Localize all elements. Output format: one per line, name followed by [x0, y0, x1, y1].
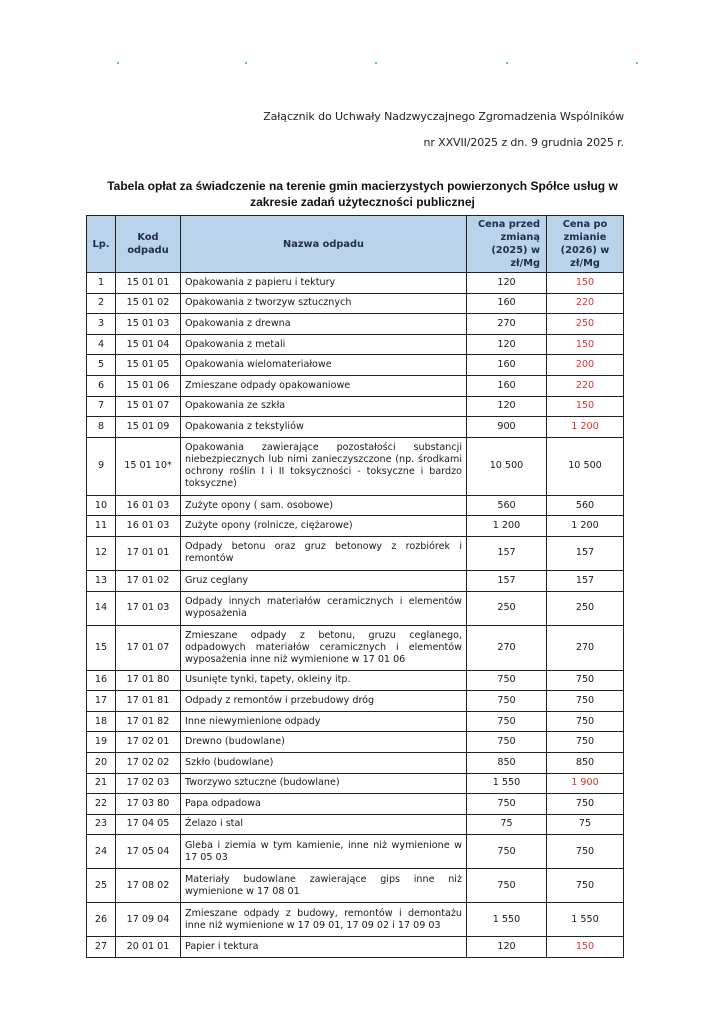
table-row	[87, 591, 624, 625]
row-cena-po: 750	[547, 691, 624, 712]
row-kod: 16 01 03	[116, 516, 181, 537]
row-lp: 23	[87, 814, 116, 835]
row-lp: 18	[87, 711, 116, 732]
row-kod: 15 01 09	[116, 417, 181, 438]
row-nazwa: Drewno (budowlane)	[181, 732, 467, 753]
table-row	[87, 773, 624, 794]
fee-table	[86, 215, 624, 958]
table-row	[87, 516, 624, 537]
table-header-row	[87, 216, 624, 273]
row-cena-przed: 10 500	[467, 437, 547, 495]
row-nazwa: Odpady innych materiałów ceramicznych i elementów wyposażenia	[181, 591, 467, 625]
header-kod: Kod odpadu	[116, 216, 181, 273]
row-lp: 20	[87, 752, 116, 773]
row-lp: 5	[87, 355, 116, 376]
row-cena-po: 157	[547, 570, 624, 591]
row-kod: 17 08 02	[116, 869, 181, 903]
row-lp: 25	[87, 869, 116, 903]
table-row	[87, 869, 624, 903]
row-kod: 17 01 01	[116, 536, 181, 570]
table-row	[87, 375, 624, 396]
row-kod: 15 01 06	[116, 375, 181, 396]
row-cena-po: 1 200	[547, 417, 624, 438]
title-line-2: zakresie zadań użyteczności publicznej	[250, 195, 475, 209]
row-cena-przed: 157	[467, 536, 547, 570]
row-cena-przed: 750	[467, 835, 547, 869]
row-kod: 17 01 81	[116, 691, 181, 712]
header-lp: Lp.	[87, 216, 116, 273]
row-nazwa: Gleba i ziemia w tym kamienie, inne niż wymienione w 17 05 03	[181, 835, 467, 869]
row-cena-przed: 270	[467, 625, 547, 670]
row-cena-przed: 120	[467, 334, 547, 355]
row-cena-po: 750	[547, 670, 624, 691]
row-kod: 17 01 80	[116, 670, 181, 691]
row-nazwa: Odpady z remontów i przebudowy dróg	[181, 691, 467, 712]
row-nazwa: Tworzywo sztuczne (budowlane)	[181, 773, 467, 794]
row-cena-po: 1 900	[547, 773, 624, 794]
row-cena-po: 150	[547, 396, 624, 417]
row-nazwa: Papier i tektura	[181, 937, 467, 958]
row-cena-przed: 160	[467, 355, 547, 376]
row-cena-po: 150	[547, 334, 624, 355]
row-nazwa: Zmieszane odpady z betonu, gruzu ceglanego, odpadowych materiałów ceramicznych i elementów wyposażenia inne niż wymienione w 17 01 06	[181, 625, 467, 670]
row-nazwa: Gruz ceglany	[181, 570, 467, 591]
row-lp: 3	[87, 314, 116, 335]
row-nazwa: Zmieszane odpady opakowaniowe	[181, 375, 467, 396]
row-cena-przed: 160	[467, 375, 547, 396]
row-cena-po: 750	[547, 794, 624, 815]
row-nazwa: Szkło (budowlane)	[181, 752, 467, 773]
row-cena-przed: 120	[467, 396, 547, 417]
table-row	[87, 903, 624, 937]
row-cena-przed: 750	[467, 869, 547, 903]
row-cena-po: 750	[547, 711, 624, 732]
row-lp: 19	[87, 732, 116, 753]
row-kod: 17 01 02	[116, 570, 181, 591]
row-kod: 15 01 03	[116, 314, 181, 335]
table-row	[87, 691, 624, 712]
row-cena-po: 10 500	[547, 437, 624, 495]
row-cena-przed: 75	[467, 814, 547, 835]
table-row	[87, 355, 624, 376]
row-kod: 16 01 03	[116, 495, 181, 516]
row-lp: 12	[87, 536, 116, 570]
row-lp: 21	[87, 773, 116, 794]
row-lp: 26	[87, 903, 116, 937]
row-cena-przed: 750	[467, 691, 547, 712]
table-row	[87, 752, 624, 773]
row-lp: 24	[87, 835, 116, 869]
header-cena-po: Cena po zmianie (2026) w zł/Mg	[547, 216, 624, 273]
row-cena-po: 1 550	[547, 903, 624, 937]
row-nazwa: Materiały budowlane zawierające gips inne niż wymienione w 17 08 01	[181, 869, 467, 903]
row-nazwa: Odpady betonu oraz gruz betonowy z rozbiórek i remontów	[181, 536, 467, 570]
row-kod: 17 01 07	[116, 625, 181, 670]
row-nazwa: Żelazo i stal	[181, 814, 467, 835]
row-lp: 4	[87, 334, 116, 355]
row-cena-przed: 270	[467, 314, 547, 335]
row-lp: 10	[87, 495, 116, 516]
row-cena-po: 560	[547, 495, 624, 516]
row-nazwa: Opakowania z papieru i tektury	[181, 273, 467, 294]
table-row	[87, 293, 624, 314]
row-cena-przed: 750	[467, 794, 547, 815]
row-kod: 17 03 80	[116, 794, 181, 815]
row-kod: 17 02 02	[116, 752, 181, 773]
row-nazwa: Opakowania z tekstyliów	[181, 417, 467, 438]
row-cena-po: 750	[547, 869, 624, 903]
row-kod: 15 01 01	[116, 273, 181, 294]
row-kod: 15 01 02	[116, 293, 181, 314]
row-cena-przed: 850	[467, 752, 547, 773]
row-nazwa: Zmieszane odpady z budowy, remontów i demontażu inne niż wymienione w 17 09 01, 17 09 02 i 17 09 03	[181, 903, 467, 937]
row-lp: 1	[87, 273, 116, 294]
row-lp: 17	[87, 691, 116, 712]
row-kod: 17 01 03	[116, 591, 181, 625]
row-nazwa: Papa odpadowa	[181, 794, 467, 815]
row-cena-po: 750	[547, 732, 624, 753]
header-cena-przed: Cena przed zmianą (2025) w zł/Mg	[467, 216, 547, 273]
row-cena-przed: 157	[467, 570, 547, 591]
table-row	[87, 570, 624, 591]
row-cena-po: 75	[547, 814, 624, 835]
row-cena-przed: 120	[467, 273, 547, 294]
row-nazwa: Opakowania z tworzyw sztucznych	[181, 293, 467, 314]
row-kod: 15 01 04	[116, 334, 181, 355]
attachment-line-1: Załącznik do Uchwały Nadzwyczajnego Zgromadzenia Wspólników	[263, 110, 624, 123]
row-cena-przed: 750	[467, 711, 547, 732]
row-cena-przed: 1 550	[467, 773, 547, 794]
table-row	[87, 711, 624, 732]
row-cena-po: 250	[547, 591, 624, 625]
row-nazwa: Zużyte opony (rolnicze, ciężarowe)	[181, 516, 467, 537]
row-lp: 11	[87, 516, 116, 537]
row-lp: 15	[87, 625, 116, 670]
table-row	[87, 625, 624, 670]
table-row	[87, 794, 624, 815]
row-cena-przed: 750	[467, 732, 547, 753]
row-nazwa: Opakowania z metali	[181, 334, 467, 355]
row-cena-po: 1 200	[547, 516, 624, 537]
table-row	[87, 670, 624, 691]
header-nazwa: Nazwa odpadu	[181, 216, 467, 273]
row-cena-po: 150	[547, 273, 624, 294]
table-row	[87, 937, 624, 958]
table-row	[87, 273, 624, 294]
row-lp: 6	[87, 375, 116, 396]
row-nazwa: Opakowania z drewna	[181, 314, 467, 335]
row-kod: 17 04 05	[116, 814, 181, 835]
row-cena-po: 750	[547, 835, 624, 869]
row-lp: 14	[87, 591, 116, 625]
row-kod: 17 01 82	[116, 711, 181, 732]
row-kod: 17 05 04	[116, 835, 181, 869]
row-kod: 17 02 01	[116, 732, 181, 753]
row-lp: 8	[87, 417, 116, 438]
document-title	[100, 178, 625, 210]
row-kod: 17 02 03	[116, 773, 181, 794]
row-lp: 22	[87, 794, 116, 815]
row-cena-po: 150	[547, 937, 624, 958]
row-kod: 15 01 05	[116, 355, 181, 376]
row-cena-przed: 560	[467, 495, 547, 516]
row-cena-po: 270	[547, 625, 624, 670]
row-lp: 2	[87, 293, 116, 314]
row-lp: 16	[87, 670, 116, 691]
attachment-line-2: nr XXVII/2025 z dn. 9 grudnia 2025 r.	[423, 136, 624, 149]
row-cena-po: 850	[547, 752, 624, 773]
row-kod: 15 01 07	[116, 396, 181, 417]
row-nazwa: Inne niewymienione odpady	[181, 711, 467, 732]
row-lp: 9	[87, 437, 116, 495]
row-nazwa: Zużyte opony ( sam. osobowe)	[181, 495, 467, 516]
row-cena-przed: 900	[467, 417, 547, 438]
table-row	[87, 396, 624, 417]
table-body	[87, 273, 624, 958]
row-cena-przed: 750	[467, 670, 547, 691]
row-lp: 27	[87, 937, 116, 958]
row-nazwa: Opakowania ze szkła	[181, 396, 467, 417]
row-lp: 7	[87, 396, 116, 417]
row-nazwa: Opakowania zawierające pozostałości substancji niebezpiecznych lub nimi zanieczyszczone (np. środkami ochrony roślin I i II toksyczności - toksyczne i bardzo toksyczne)	[181, 437, 467, 495]
table-row	[87, 495, 624, 516]
row-kod: 20 01 01	[116, 937, 181, 958]
table-row	[87, 814, 624, 835]
table-row	[87, 314, 624, 335]
row-kod: 15 01 10*	[116, 437, 181, 495]
row-cena-po: 157	[547, 536, 624, 570]
row-cena-po: 220	[547, 375, 624, 396]
table-row	[87, 732, 624, 753]
row-kod: 17 09 04	[116, 903, 181, 937]
row-cena-przed: 250	[467, 591, 547, 625]
row-cena-przed: 160	[467, 293, 547, 314]
table-row	[87, 835, 624, 869]
row-cena-po: 250	[547, 314, 624, 335]
row-lp: 13	[87, 570, 116, 591]
row-cena-po: 220	[547, 293, 624, 314]
row-cena-przed: 1 550	[467, 903, 547, 937]
table-row	[87, 417, 624, 438]
row-cena-przed: 120	[467, 937, 547, 958]
table-row	[87, 437, 624, 495]
row-cena-po: 200	[547, 355, 624, 376]
row-nazwa: Usunięte tynki, tapety, okleiny itp.	[181, 670, 467, 691]
title-line-1: Tabela opłat za świadczenie na terenie gmin macierzystych powierzonych Spółce usług w	[107, 179, 618, 193]
table-row	[87, 334, 624, 355]
row-nazwa: Opakowania wielomateriałowe	[181, 355, 467, 376]
table-row	[87, 536, 624, 570]
row-cena-przed: 1 200	[467, 516, 547, 537]
